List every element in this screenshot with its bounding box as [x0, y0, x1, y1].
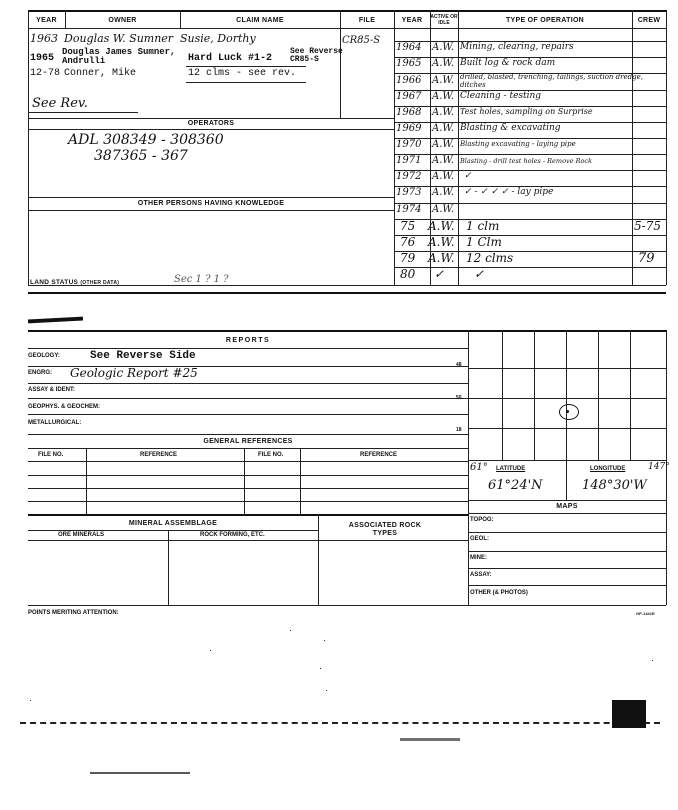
- activity-status: ✓: [434, 267, 445, 281]
- claim-name: Susie, Dorthy: [180, 32, 256, 45]
- maps-mine-label: MINE:: [470, 555, 487, 561]
- activity-row: [394, 154, 666, 170]
- operator-entry: ADL 308349 - 308360: [68, 132, 224, 148]
- land-status-label: [30, 279, 119, 286]
- activity-status: A.W.: [432, 171, 455, 182]
- activity-operation: ✓ - ✓ ✓ ✓ - lay pipe: [464, 187, 554, 197]
- activity-year: 1968: [396, 107, 422, 118]
- owner-name: Conner, Mike: [64, 68, 137, 79]
- activity-status: A.W.: [432, 139, 455, 150]
- activity-operation: drilled, blasted, trenching, tailings, suction dredge, ditches: [460, 73, 643, 89]
- ref-header-file-no: FILE NO.: [258, 452, 284, 458]
- activity-operation: Cleaning - testing: [460, 91, 542, 101]
- activity-year: 1965: [396, 58, 422, 69]
- activity-year: 1974: [396, 204, 422, 215]
- type-operation-header: TYPE OF OPERATION: [505, 17, 585, 24]
- activity-status: A.W.: [432, 42, 455, 53]
- activity-operation: 1 clm: [466, 219, 500, 233]
- location-circle: [559, 404, 579, 420]
- activity-operation: 12 clms: [466, 251, 514, 265]
- activity-operation: Built log & rock dam: [460, 58, 556, 68]
- year2-header: YEAR: [401, 17, 423, 24]
- operator-entry: 387365 - 367: [94, 148, 188, 164]
- activity-year: 1970: [396, 139, 422, 150]
- year-header: YEAR: [36, 17, 57, 24]
- activity-operation: Mining, clearing, repairs: [460, 42, 574, 52]
- owner-year: 1965: [30, 53, 55, 64]
- geology-label: GEOLOGY:: [28, 353, 60, 359]
- activity-operation: 1 Clm: [466, 235, 502, 249]
- engrg-label: ENGRG:: [28, 370, 52, 376]
- maps-assay-label: ASSAY:: [470, 572, 492, 578]
- file-header: FILE: [358, 17, 376, 24]
- longitude-value: 148°30'W: [582, 478, 647, 493]
- activity-status: A.W.: [432, 91, 455, 102]
- activity-year: 1973: [396, 187, 422, 198]
- land-status-sub: (OTHER DATA): [80, 280, 120, 286]
- activity-status: A.W.: [432, 204, 455, 215]
- activity-row: [394, 219, 666, 235]
- activity-year: 75: [400, 219, 416, 233]
- metallurgical-label: METALLURGICAL:: [28, 420, 82, 426]
- maps-title: MAPS: [556, 503, 578, 510]
- activity-status: A.W.: [432, 107, 455, 118]
- activity-operation: ✓: [464, 171, 472, 181]
- activity-row: [394, 251, 666, 267]
- claim-name-header: CLAIM NAME: [236, 17, 284, 24]
- other-persons-label: OTHER PERSONS HAVING KNOWLEDGE: [137, 200, 285, 207]
- see-rev-note: See Rev.: [32, 96, 88, 111]
- margin-number: 50: [456, 395, 462, 401]
- activity-row: [394, 73, 666, 90]
- activity-year: 1972: [396, 171, 422, 182]
- activity-year: 79: [400, 251, 416, 265]
- rock-forming-label: ROCK FORMING, ETC.: [200, 532, 265, 538]
- operators-label: OPERATORS: [187, 120, 235, 127]
- activity-year: 1969: [396, 123, 422, 134]
- file-number: CR85-S: [342, 35, 381, 46]
- assay-label: ASSAY & IDENT:: [28, 387, 76, 393]
- activity-status: A.W.: [432, 58, 455, 69]
- maps-topog-label: TOPOG:: [470, 517, 494, 523]
- activity-row: [394, 41, 666, 57]
- longitude-label: LONGITUDE: [590, 466, 626, 472]
- activity-year: 1964: [396, 42, 422, 53]
- owner-name: Douglas W. Sumner: [64, 32, 174, 45]
- form-number: GP-1441E: [636, 611, 655, 616]
- activity-row: [394, 138, 666, 154]
- crew-header: CREW: [637, 17, 661, 24]
- ref-header-reference: REFERENCE: [140, 452, 178, 458]
- activity-status: A.W.: [428, 251, 455, 265]
- activity-row: [394, 203, 666, 219]
- maps-geol-label: GEOL:: [470, 536, 489, 542]
- activity-crew: 79: [638, 251, 655, 266]
- activity-year: 76: [400, 235, 416, 249]
- activity-year: 1971: [396, 155, 422, 166]
- scan-artifact: [612, 700, 646, 728]
- latitude-label: LATITUDE: [496, 466, 526, 472]
- reports-title: REPORTS: [225, 337, 271, 344]
- engrg-value: Geologic Report #25: [70, 366, 198, 380]
- activity-row: [394, 170, 666, 186]
- land-status-value: Sec 1 ? 1 ?: [174, 274, 229, 285]
- activity-row: [394, 57, 666, 73]
- file-number: See Reverse CR85-S: [290, 47, 343, 64]
- activity-row: [394, 90, 666, 106]
- maps-other-label: OTHER (& PHOTOS): [470, 590, 528, 596]
- ref-header-file-no: FILE NO.: [38, 452, 64, 458]
- owner-year: 12-78: [30, 68, 61, 79]
- activity-operation: Blasting - drill test holes - Remove Rock: [460, 157, 592, 165]
- geophys-label: GEOPHYS. & GEOCHEM:: [28, 404, 101, 410]
- activity-row: [394, 122, 666, 138]
- latitude-prefix: 61°: [470, 462, 488, 473]
- activity-row: [394, 235, 666, 251]
- general-references-title: GENERAL REFERENCES: [203, 438, 293, 445]
- activity-status: A.W.: [432, 155, 455, 166]
- activity-year: 1966: [396, 75, 422, 86]
- activity-operation: ✓: [474, 267, 485, 281]
- ore-minerals-label: ORE MINERALS: [58, 532, 105, 538]
- activity-operation: Test holes, sampling on Surprise: [460, 107, 593, 116]
- owner-name: Douglas James Sumner, Andrulli: [62, 47, 176, 66]
- points-meriting-attention-label: POINTS MERITING ATTENTION:: [28, 610, 119, 616]
- ref-header-reference: REFERENCE: [360, 452, 398, 458]
- activity-row: [394, 106, 666, 122]
- active-idle-header: ACTIVE OR IDLE: [430, 14, 458, 26]
- activity-operation: Blasting excavating - laying pipe: [460, 140, 576, 148]
- geology-value: See Reverse Side: [90, 350, 196, 362]
- activity-status: A.W.: [432, 123, 455, 134]
- owner-header: OWNER: [108, 17, 137, 24]
- location-dot: [566, 410, 569, 413]
- mineral-assemblage-title: MINERAL ASSEMBLAGE: [128, 520, 218, 527]
- activity-row: [394, 186, 666, 203]
- longitude-prefix: 147°: [648, 462, 670, 472]
- latitude-value: 61°24'N: [488, 478, 543, 493]
- associated-rock-types-label: ASSOCIATED ROCK TYPES: [348, 522, 422, 537]
- margin-number: 18: [456, 427, 462, 433]
- activity-status: A.W.: [432, 187, 455, 198]
- owner-year: 1963: [30, 32, 58, 45]
- activity-status: A.W.: [432, 75, 455, 86]
- claim-name: Hard Luck #1-2: [188, 53, 273, 64]
- activity-status: A.W.: [428, 219, 455, 233]
- activity-status: A.W.: [428, 235, 455, 249]
- margin-number: 48: [456, 362, 462, 368]
- activity-operation: Blasting & excavating: [460, 123, 561, 133]
- activity-year: 80: [400, 267, 416, 281]
- activity-row: [394, 267, 666, 283]
- claim-name: 12 clms - see rev.: [188, 68, 297, 79]
- land-status-title: LAND STATUS: [30, 279, 79, 286]
- activity-crew: 5-75: [634, 219, 661, 233]
- activity-year: 1967: [396, 91, 422, 102]
